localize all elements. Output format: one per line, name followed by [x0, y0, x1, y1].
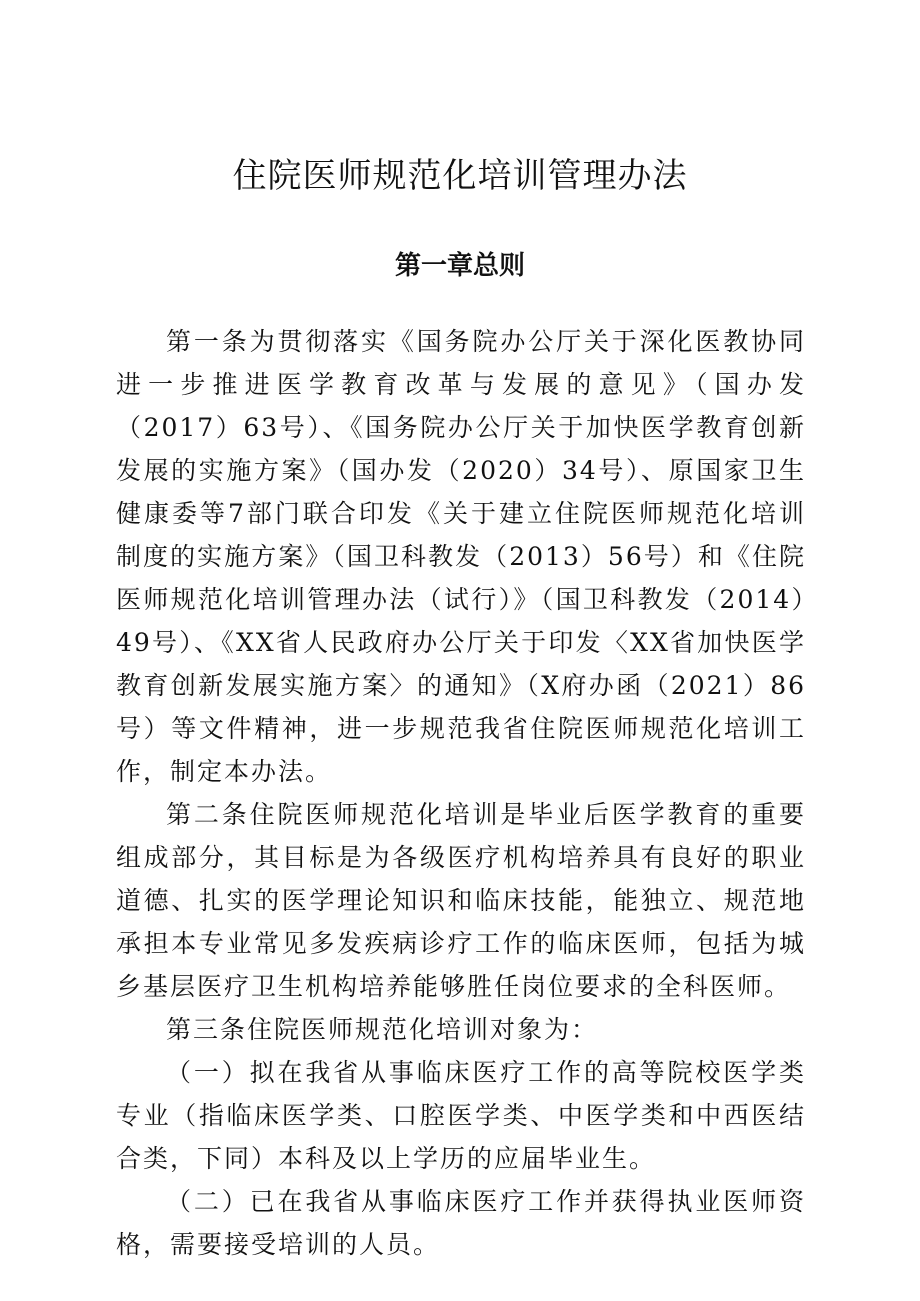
document-body — [116, 320, 806, 1266]
chapter-heading: 第一章总则 — [394, 251, 525, 281]
article-3-item-1: （一）拟在我省从事临床医疗工作的高等院校医学类专业（指临床医学类、口腔医学类、中医学类和中西医结合类，下同）本科及以上学历的应届毕业生。 — [116, 1058, 806, 1173]
document-title: 住院医师规范化培训管理办法 — [232, 156, 688, 196]
article-3-paragraph: 第三条住院医师规范化培训对象为： — [166, 1015, 599, 1044]
article-3-item-2: （二）已在我省从事临床医疗工作并获得执业医师资格，需要接受培训的人员。 — [116, 1187, 806, 1259]
article-1-paragraph: 第一条为贯彻落实《国务院办公厅关于深化医教协同进一步推进医学教育改革与发展的意见》（国办发（2017）63号）、《国务院办公厅关于加快医学教育创新发展的实施方案》（国办发（2020）34号）、原国家卫生健康委等7部门联合印发《关于建立住院医师规范化培训制度的实施方案》（国卫科教发（2013）56号）和《住院医师规范化培训管理办法（试行）》（国卫科教发（2014）49号）、《XX省人民政府办公厅关于印发〈XX省加快医学教育创新发展实施方案〉的通知》（X府办函（2021）86号）等文件精神，进一步规范我省住院医师规范化培训工作，制定本办法。 — [116, 327, 806, 786]
article-2-paragraph: 第二条住院医师规范化培训是毕业后医学教育的重要组成部分，其目标是为各级医疗机构培养具有良好的职业道德、扎实的医学理论知识和临床技能，能独立、规范地承担本专业常见多发疾病诊疗工作的临床医师，包括为城乡基层医疗卫生机构培养能够胜任岗位要求的全科医师。 — [116, 800, 806, 1001]
